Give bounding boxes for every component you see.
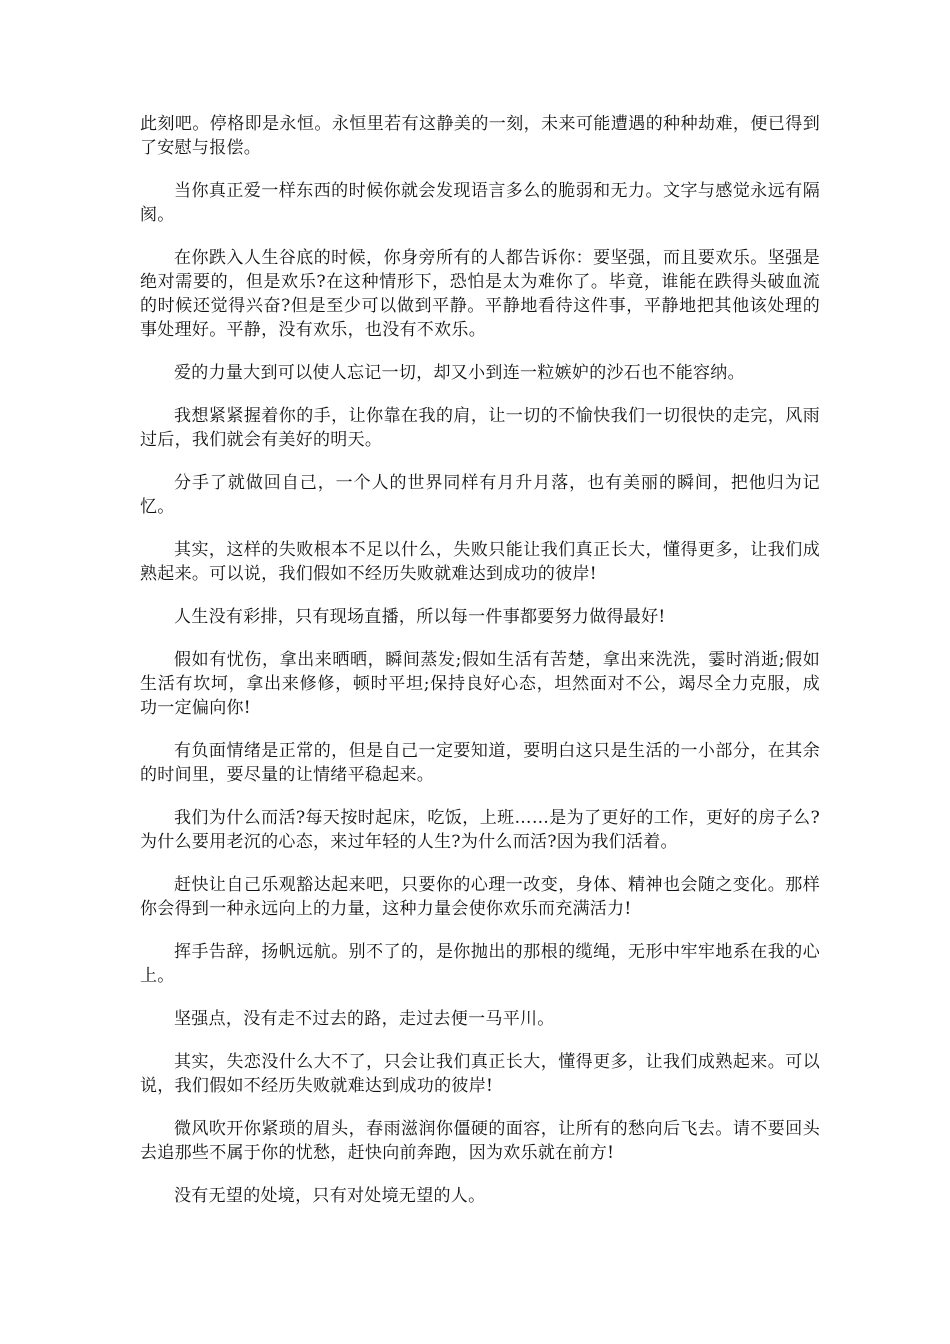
paragraph-5: 我想紧紧握着你的手，让你靠在我的肩，让一切的不愉快我们一切很快的走完，风雨过后，我们就会有美好的明天。 — [140, 406, 820, 450]
paragraph-1: 此刻吧。停格即是永恒。永恒里若有这静美的一刻，未来可能遭遇的种种劫难，便已得到了安慰与报偿。 — [140, 114, 820, 158]
paragraph-10: 有负面情绪是正常的，但是自己一定要知道，要明白这只是生活的一小部分，在其余的时间里，要尽量的让情绪平稳起来。 — [140, 741, 820, 785]
paragraph-12: 赶快让自己乐观豁达起来吧，只要你的心理一改变，身体、精神也会随之变化。那样你会得到一种永远向上的力量，这种力量会使你欢乐而充满活力! — [140, 875, 820, 919]
paragraph-4: 爱的力量大到可以使人忘记一切，却又小到连一粒嫉妒的沙石也不能容纳。 — [174, 363, 745, 383]
paragraph-2: 当你真正爱一样东西的时候你就会发现语言多么的脆弱和无力。文字与感觉永远有隔阂。 — [140, 181, 820, 225]
paragraph-8: 人生没有彩排，只有现场直播，所以每一件事都要努力做得最好! — [174, 607, 666, 627]
paragraph-6: 分手了就做回自己，一个人的世界同样有月升月落，也有美丽的瞬间，把他归为记忆。 — [140, 473, 820, 517]
paragraph-13: 挥手告辞，扬帆远航。别不了的，是你抛出的那根的缆绳，无形中牢牢地系在我的心上。 — [140, 942, 820, 986]
paragraph-7: 其实，这样的失败根本不足以什么，失败只能让我们真正长大，懂得更多，让我们成熟起来。可以说，我们假如不经历失败就难达到成功的彼岸! — [140, 540, 820, 584]
paragraph-15: 其实，失恋没什么大不了，只会让我们真正长大，懂得更多，让我们成熟起来。可以说，我们假如不经历失败就难达到成功的彼岸! — [140, 1052, 820, 1096]
paragraph-17: 没有无望的处境，只有对处境无望的人。 — [174, 1186, 486, 1206]
paragraph-14: 坚强点，没有走不过去的路，走过去便一马平川。 — [174, 1009, 555, 1029]
paragraph-3: 在你跌入人生谷底的时候，你身旁所有的人都告诉你：要坚强，而且要欢乐。坚强是绝对需要的，但是欢乐?在这种情形下，恐怕是太为难你了。毕竟，谁能在跌得头破血流的时候还觉得兴奋?但是至少可以做到平静。平静地看待这件事，平静地把其他该处理的事处理好。平静，没有欢乐，也没有不欢乐。 — [140, 248, 820, 340]
document-body — [140, 112, 820, 1227]
paragraph-9: 假如有忧伤，拿出来晒晒，瞬间蒸发;假如生活有苦楚，拿出来洗洗，霎时消逝;假如生活有坎坷，拿出来修修，顿时平坦;保持良好心态，坦然面对不公，竭尽全力克服，成功一定偏向你! — [140, 650, 820, 718]
paragraph-16: 微风吹开你紧琐的眉头，春雨滋润你僵硬的面容，让所有的愁向后飞去。请不要回头去追那些不属于你的忧愁，赶快向前奔跑，因为欢乐就在前方! — [140, 1119, 820, 1163]
paragraph-11: 我们为什么而活?每天按时起床，吃饭，上班……是为了更好的工作，更好的房子么?为什么要用老沉的心态，来过年轻的人生?为什么而活?因为我们活着。 — [140, 808, 820, 852]
